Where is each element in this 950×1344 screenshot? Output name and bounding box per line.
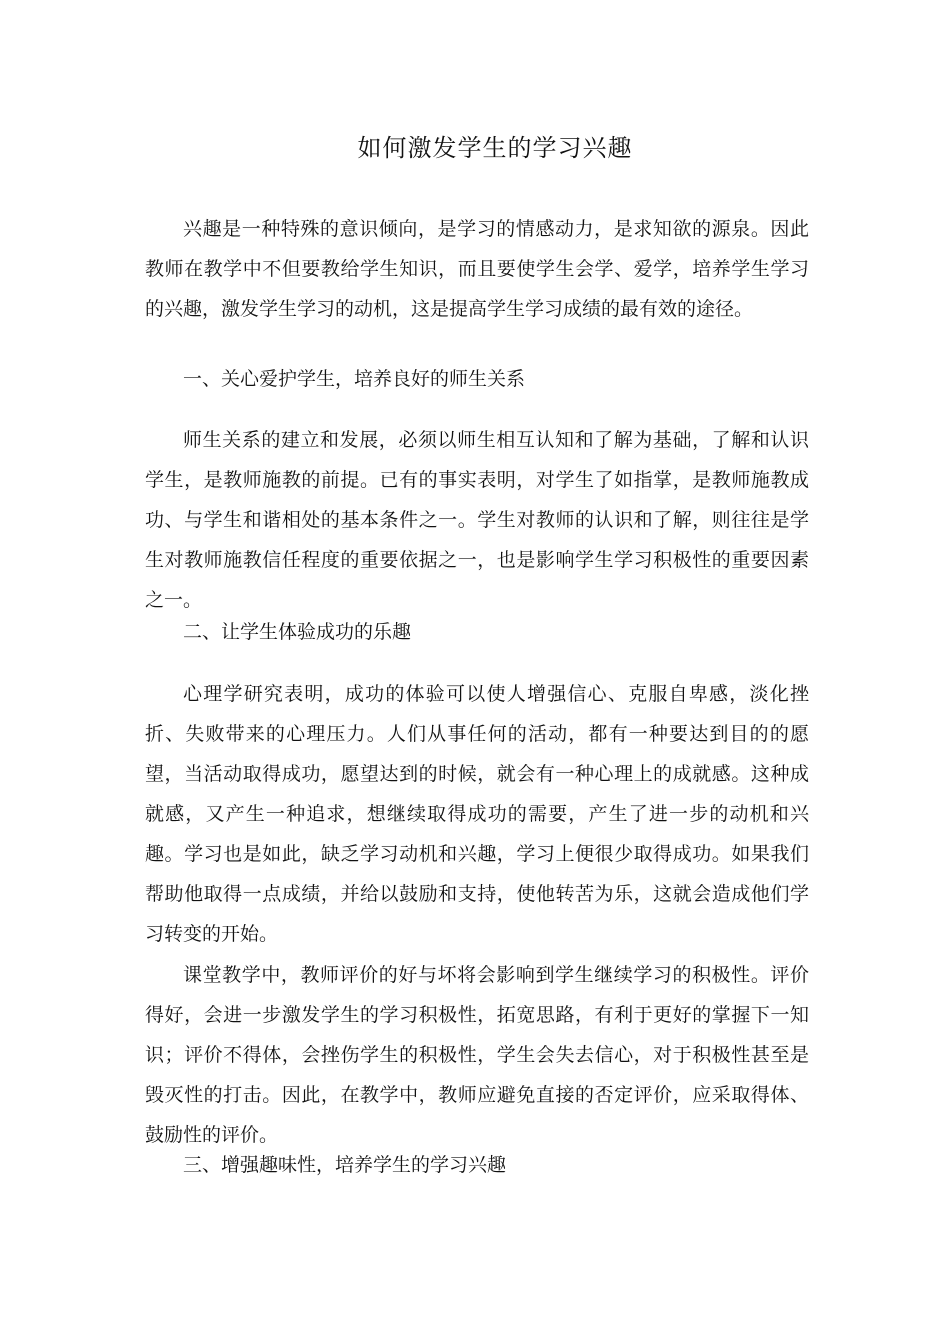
- section-2-heading: 二、让学生体验成功的乐趣: [183, 621, 412, 643]
- document-title: 如何激发学生的学习兴趣: [357, 134, 633, 162]
- section-1-paragraph: 师生关系的建立和发展，必须以师生相互认知和了解为基础，了解和认识学生，是教师施教的前提。已有的事实表明，对学生了如指掌，是教师施教成功、与学生和谐相处的基本条件之一。学生对教师的认识和了解，则往往是学生对教师施教信任程度的重要依据之一，也是影响学生学习积极性的重要因素之一。: [145, 429, 809, 611]
- section-2-paragraph-1: 心理学研究表明，成功的体验可以使人增强信心、克服自卑感，淡化挫折、失败带来的心理压力。人们从事任何的活动，都有一种要达到目的的愿望，当活动取得成功，愿望达到的时候，就会有一种心理上的成就感。这种成就感，又产生一种追求，想继续取得成功的需要，产生了进一步的动机和兴趣。学习也是如此，缺乏学习动机和兴趣，学习上便很少取得成功。如果我们帮助他取得一点成绩，并给以鼓励和支持，使他转苦为乐，这就会造成他们学习转变的开始。: [145, 683, 809, 945]
- section-1-heading: 一、关心爱护学生，培养良好的师生关系: [183, 368, 526, 390]
- intro-paragraph: 兴趣是一种特殊的意识倾向，是学习的情感动力，是求知欲的源泉。因此教师在教学中不但要教给学生知识，而且要使学生会学、爱学，培养学生学习的兴趣，激发学生学习的动机，这是提高学生学习成绩的最有效的途径。: [145, 218, 809, 320]
- section-2-paragraph-2: 课堂教学中，教师评价的好与坏将会影响到学生继续学习的积极性。评价得好，会进一步激发学生的学习积极性，拓宽思路，有利于更好的掌握下一知识；评价不得体，会挫伤学生的积极性，学生会失去信心，对于积极性甚至是毁灭性的打击。因此，在教学中，教师应避免直接的否定评价，应采取得体、鼓励性的评价。: [145, 964, 809, 1146]
- section-3-heading: 三、增强趣味性，培养学生的学习兴趣: [183, 1154, 507, 1176]
